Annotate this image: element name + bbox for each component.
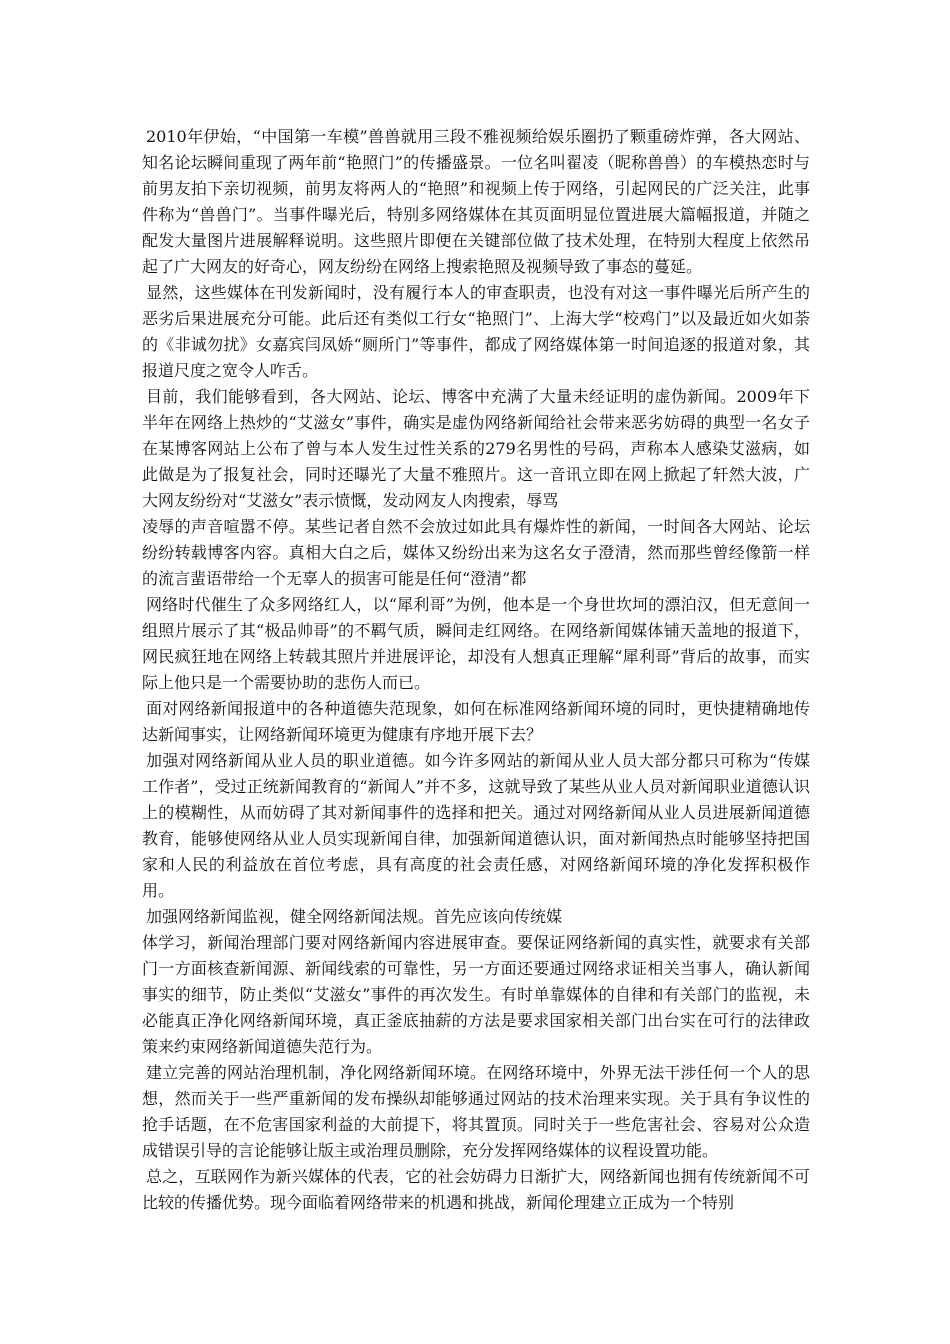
paragraph-question: 面对网络新闻报道中的各种道德失范现象，如何在标准网络新闻环境的同时，更快捷精确地传达新闻事实，让网络新闻环境更为健康有序地开展下去？: [142, 699, 810, 744]
paragraph-supervision-continued: 体学习，新闻治理部门要对网络新闻内容进展审查。要保证网络新闻的真实性，就要求有关部门一方面核查新闻源、新闻线索的可靠性，另一方面还要通过网络求证相关当事人，确认新闻事实的细节，防止类似“艾滋女”事件的再次发生。有时单靠媒体的自律和有关部门的监视，未必能真正净化网络新闻环境，真正釜底抽薪的方法是要求国家相关部门出台实在可行的法律政策来约束网络新闻道德失范行为。: [142, 933, 810, 1056]
paragraph-media-responsibility: 显然，这些媒体在刊发新闻时，没有履行本人的审查职责，也没有对这一事件曝光后所产生的恶劣后果进展充分可能。此后还有类似工行女“艳照门”、上海大学“校鸡门”以及最近如火如荼的《非诚勿扰》女嘉宾闫凤娇“厕所门”等事件，都成了网络媒体第一时间追逐的报道对象，其报道尺度之宽令人咋舌。: [142, 283, 810, 380]
paragraph-shoushou-incident: 2010年伊始，“中国第一车模”兽兽就用三段不雅视频给娱乐圈扔了颗重磅炸弹，各大网站、知名论坛瞬间重现了两年前“艳照门”的传播盛景。一位名叫翟凌（昵称兽兽）的车模热恋时与前男友拍下亲切视频，前男友将两人的“艳照”和视频上传于网络，引起网民的广泛关注，此事件称为“兽兽门”。当事件曝光后，特别多网络媒体在其页面明显位置进展大篇幅报道，并随之配发大量图片进展解释说明。这些照片即便在关键部位做了技术处理，在特别大程度上依然吊起了广大网友的好奇心，网友纷纷在网络上搜索艳照及视频导致了事态的蔓延。: [142, 127, 810, 276]
paragraph-internet-celebrity: 网络时代催生了众多网络红人，以“犀利哥”为例，他本是一个身世坎坷的漂泊汉，但无意间一组照片展示了其“极品帅哥”的不羁气质，瞬间走红网络。在网络新闻媒体铺天盖地的报道下，网民疯狂地在网络上转载其照片并进展评论，却没有人想真正理解“犀利哥”背后的故事，而实际上他只是一个需要协助的悲伤人而已。: [142, 595, 810, 692]
paragraph-supervision: 加强网络新闻监视，健全网络新闻法规。首先应该向传统媒: [146, 907, 563, 926]
paragraph-website-management: 建立完善的网站治理机制，净化网络新闻环境。在网络环境中，外界无法干涉任何一个人的思想，然而关于一些严重新闻的发布操纵却能够通过网站的技术治理来实现。关于具有争议性的抢手话题，在不危害国家利益的大前提下，将其置顶。同时关于一些危害社会、容易对公众造成错误引导的言论能够让版主或治理员删除，充分发挥网络媒体的议程设置功能。: [142, 1063, 810, 1160]
paragraph-conclusion: 总之，互联网作为新兴媒体的代表，它的社会妨碍力日渐扩大，网络新闻也拥有传统新闻不可比较的传播优势。现今面临着网络带来的机遇和挑战，新闻伦理建立正成为一个特别: [142, 1167, 810, 1212]
paragraph-professional-ethics: 加强对网络新闻从业人员的职业道德。如今许多网站的新闻从业人员大部分都只可称为“传媒工作者”，受过正统新闻教育的“新闻人”并不多，这就导致了某些从业人员对新闻职业道德认识上的模糊性，从而妨碍了其对新闻事件的选择和把关。通过对网络新闻从业人员进展新闻道德教育，能够使网络从业人员实现新闻自律，加强新闻道德认识，面对新闻热点时能够坚持把国家和人民的利益放在首位考虑，具有高度的社会责任感，对网络新闻环境的净化发挥积极作用。: [142, 751, 810, 900]
paragraph-fake-news-continued: 凌辱的声音喧嚣不停。某些记者自然不会放过如此具有爆炸性的新闻，一时间各大网站、论坛纷纷转载博客内容。真相大白之后，媒体又纷纷出来为这名女子澄清，然而那些曾经像箭一样的流言蜚语带给一个无辜人的损害可能是任何“澄清”都: [142, 517, 810, 588]
paragraph-fake-news: 目前，我们能够看到，各大网站、论坛、博客中充满了大量未经证明的虚伪新闻。2009年下半年在网络上热炒的“艾滋女”事件，确实是虚伪网络新闻给社会带来恶劣妨碍的典型一名女子在某博客网站上公布了曾与本人发生过性关系的279名男性的号码，声称本人感染艾滋病，如此做是为了报复社会，同时还曝光了大量不雅照片。这一音讯立即在网上掀起了轩然大波，广大网友纷纷对“艾滋女”表示愤慨，发动网友人肉搜索，辱骂: [142, 387, 810, 510]
document-page: [142, 124, 810, 1216]
